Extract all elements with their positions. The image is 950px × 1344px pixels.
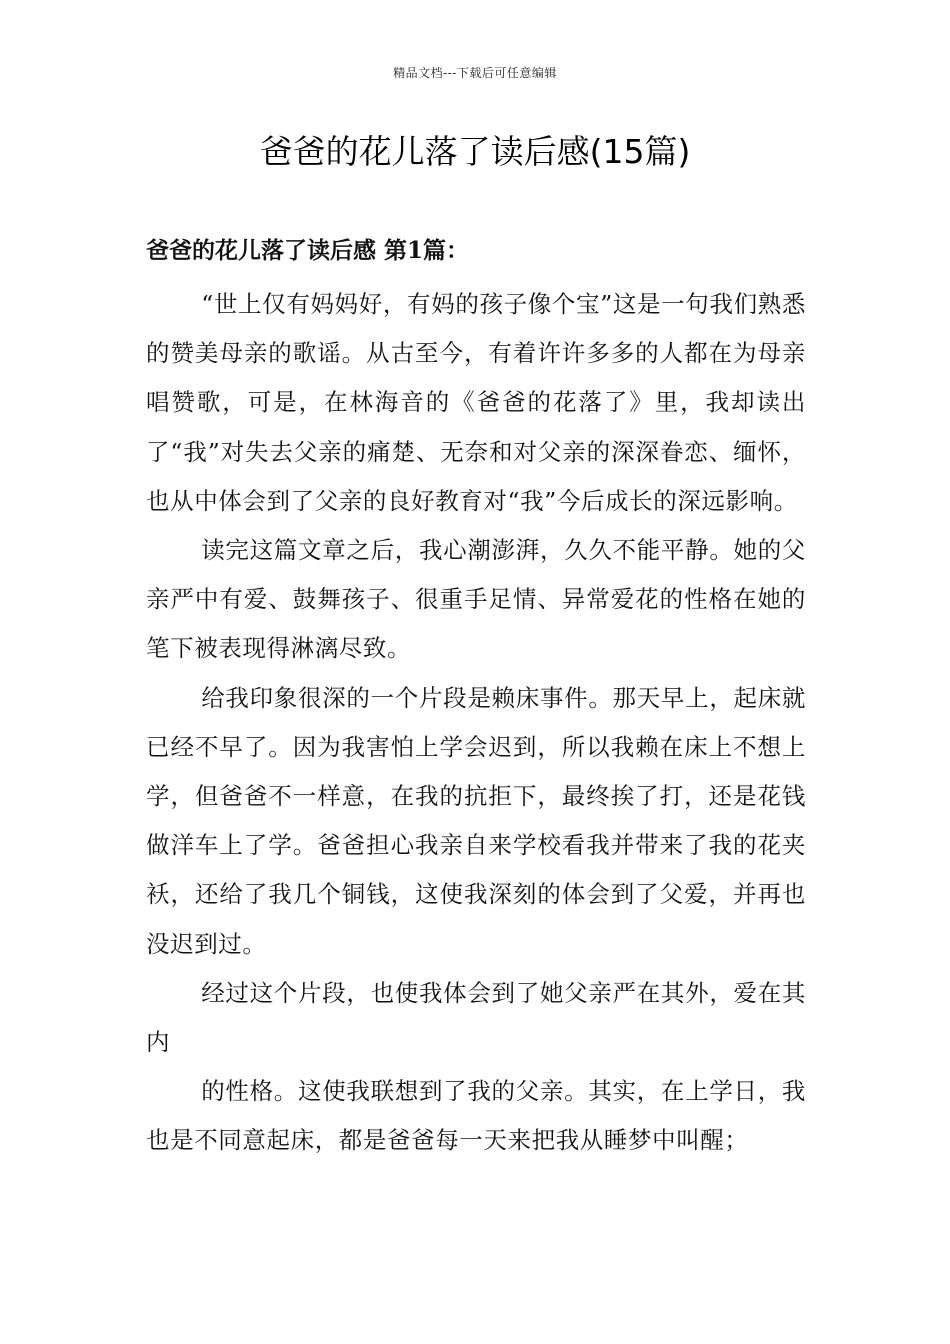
paragraph: 经过这个片段，也使我体会到了她父亲严在其外，爱在其内 [146, 978, 806, 1057]
header-note: 精品文档---下载后可任意编辑 [393, 66, 557, 80]
document-body [146, 280, 806, 1166]
paragraph: 读完这篇文章之后，我心潮澎湃，久久不能平静。她的父亲严中有爱、鼓舞孩子、很重手足情、异常爱花的性格在她的笔下被表现得淋漓尽致。 [146, 536, 806, 663]
paragraph: 给我印象很深的一个片段是赖床事件。那天早上，起床就已经不早了。因为我害怕上学会迟到，所以我赖在床上不想上学，但爸爸不一样意，在我的抗拒下，最终挨了打，还是花钱做洋车上了学。爸爸担心我亲自来学校看我并带来了我的花夹袄，还给了我几个铜钱，这使我深刻的体会到了父爱，并再也没迟到过。 [146, 683, 806, 958]
document-title: 爸爸的花儿落了读后感(15篇) [259, 132, 691, 171]
paragraph: 的性格。这使我联想到了我的父亲。其实，在上学日，我也是不同意起床，都是爸爸每一天来把我从睡梦中叫醒； [146, 1077, 806, 1155]
paragraph: “世上仅有妈妈好，有妈的孩子像个宝”这是一句我们熟悉的赞美母亲的歌谣。从古至今，有着许许多多的人都在为母亲唱赞歌，可是，在林海音的《爸爸的花落了》里，我却读出了“我”对失去父亲的痛楚、无奈和对父亲的深深眷恋、缅怀，也从中体会到了父亲的良好教育对“我”今后成长的深远影响。 [146, 290, 806, 515]
section-heading: 爸爸的花儿落了读后感 第1篇： [146, 237, 470, 264]
